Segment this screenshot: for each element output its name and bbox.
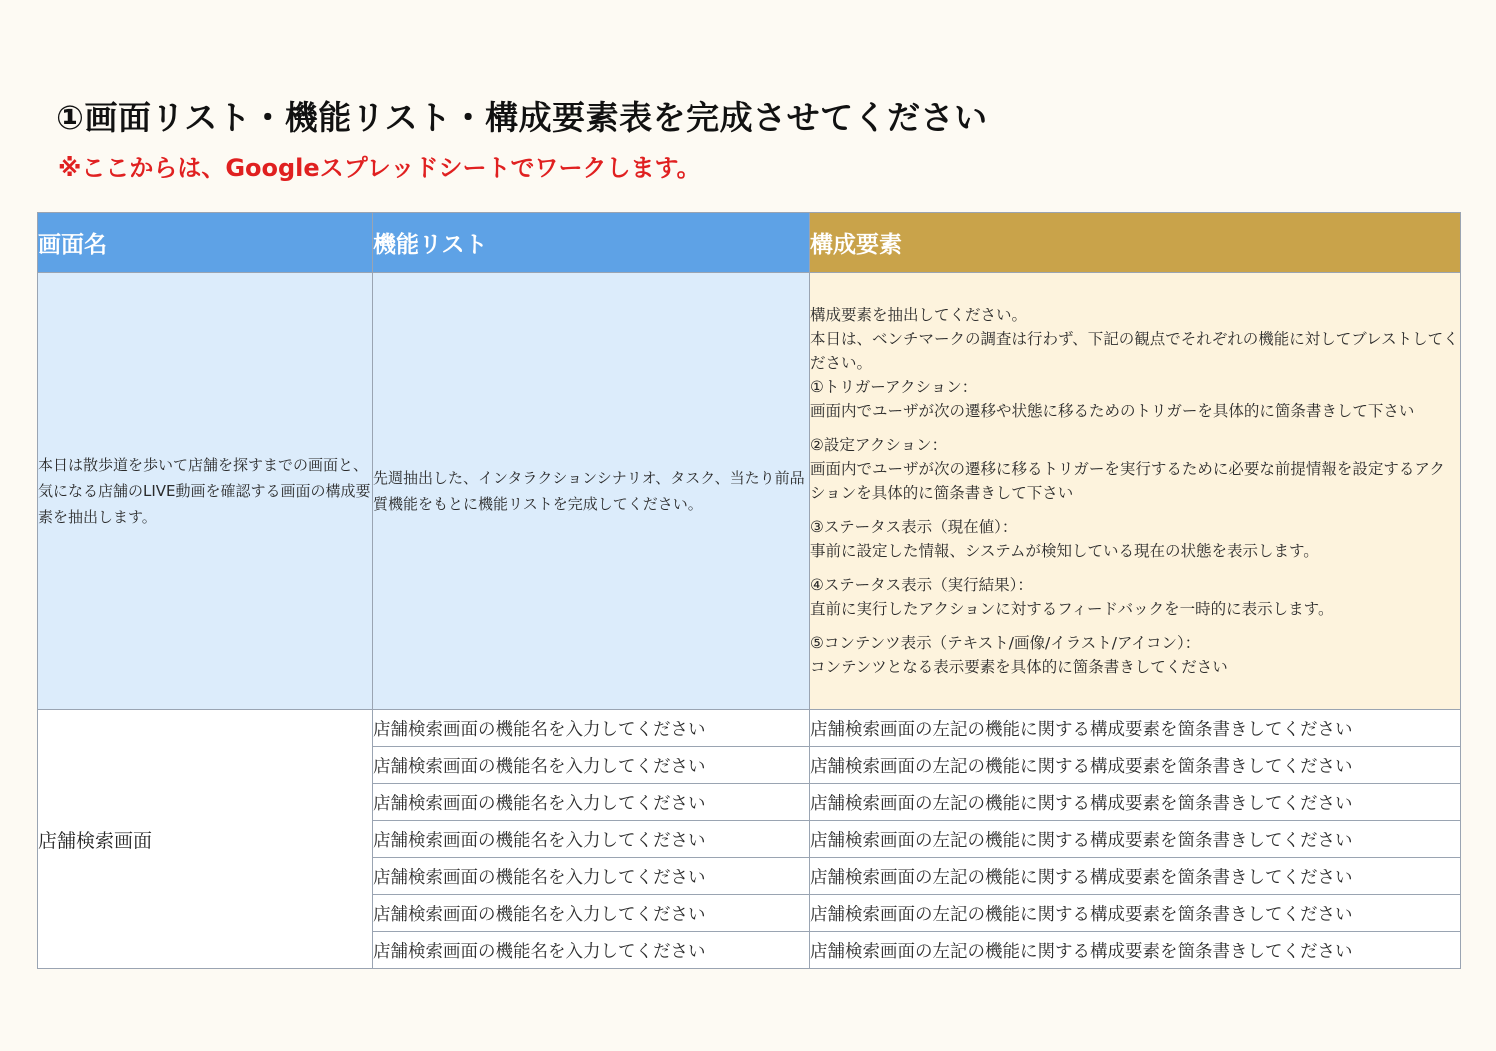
feature-cell[interactable]: 店舗検索画面の機能名を入力してください <box>373 747 810 784</box>
element-type-status-result <box>810 573 1460 621</box>
feature-cell[interactable]: 店舗検索画面の機能名を入力してください <box>373 821 810 858</box>
screen-name-cell[interactable]: 店舗検索画面 <box>38 710 373 969</box>
element-type-heading: ③ステータス表示（現在値）： <box>810 518 1018 536</box>
header-feature-list: 機能リスト <box>373 213 810 273</box>
elements-intro-1: 構成要素を抽出してください。 <box>810 306 1028 324</box>
element-type-body: 直前に実行したアクションに対するフィードバックを一時的に表示します。 <box>810 600 1334 618</box>
element-type-setting <box>810 433 1460 505</box>
table-row <box>38 710 1461 747</box>
element-type-heading: ①トリガーアクション： <box>810 378 978 396</box>
element-type-body: 画面内でユーザが次の遷移に移るトリガーを実行するために必要な前提情報を設定するアクションを具体的に箇条書きして下さい <box>810 460 1445 502</box>
header-row <box>38 213 1461 273</box>
elements-intro-2: 本日は、ベンチマークの調査は行わず、下記の観点でそれぞれの機能に対してブレストしてください。 <box>810 330 1459 372</box>
elements-cell[interactable]: 店舗検索画面の左記の機能に関する構成要素を箇条書きしてください <box>810 858 1461 895</box>
header-screen-name: 画面名 <box>38 213 373 273</box>
page-title: ①画面リスト・機能リスト・構成要素表を完成させてください <box>56 98 988 137</box>
screen-description-cell: 本日は散歩道を歩いて店舗を探すまでの画面と、気になる店舗のLIVE動画を確認する画面の構成要素を抽出します。 <box>38 273 373 710</box>
elements-cell[interactable]: 店舗検索画面の左記の機能に関する構成要素を箇条書きしてください <box>810 747 1461 784</box>
header-elements: 構成要素 <box>810 213 1461 273</box>
element-type-heading: ②設定アクション： <box>810 436 948 454</box>
elements-cell[interactable]: 店舗検索画面の左記の機能に関する構成要素を箇条書きしてください <box>810 932 1461 969</box>
page-subtitle: ※ここからは、Googleスプレッドシートでワークします。 <box>58 154 701 182</box>
element-type-body: 画面内でユーザが次の遷移や状態に移るためのトリガーを具体的に箇条書きして下さい <box>810 402 1415 420</box>
elements-cell[interactable]: 店舗検索画面の左記の機能に関する構成要素を箇条書きしてください <box>810 895 1461 932</box>
element-type-content <box>810 631 1460 679</box>
feature-cell[interactable]: 店舗検索画面の機能名を入力してください <box>373 932 810 969</box>
intro-row <box>38 273 1461 710</box>
element-type-body: コンテンツとなる表示要素を具体的に箇条書きしてください <box>810 658 1228 676</box>
element-type-heading: ④ステータス表示（実行結果）： <box>810 576 1033 594</box>
elements-cell[interactable]: 店舗検索画面の左記の機能に関する構成要素を箇条書きしてください <box>810 710 1461 747</box>
elements-description-cell <box>810 273 1461 710</box>
element-type-body: 事前に設定した情報、システムが検知している現在の状態を表示します。 <box>810 542 1319 560</box>
feature-description-cell: 先週抽出した、インタラクションシナリオ、タスク、当たり前品質機能をもとに機能リストを完成してください。 <box>373 273 810 710</box>
feature-cell[interactable]: 店舗検索画面の機能名を入力してください <box>373 895 810 932</box>
feature-cell[interactable]: 店舗検索画面の機能名を入力してください <box>373 858 810 895</box>
worksheet-table <box>37 212 1461 969</box>
element-type-trigger <box>810 375 1460 423</box>
elements-cell[interactable]: 店舗検索画面の左記の機能に関する構成要素を箇条書きしてください <box>810 784 1461 821</box>
element-type-status-current <box>810 515 1460 563</box>
feature-cell[interactable]: 店舗検索画面の機能名を入力してください <box>373 784 810 821</box>
feature-cell[interactable]: 店舗検索画面の機能名を入力してください <box>373 710 810 747</box>
element-type-heading: ⑤コンテンツ表示（テキスト/画像/イラスト/アイコン）： <box>810 634 1201 652</box>
elements-cell[interactable]: 店舗検索画面の左記の機能に関する構成要素を箇条書きしてください <box>810 821 1461 858</box>
